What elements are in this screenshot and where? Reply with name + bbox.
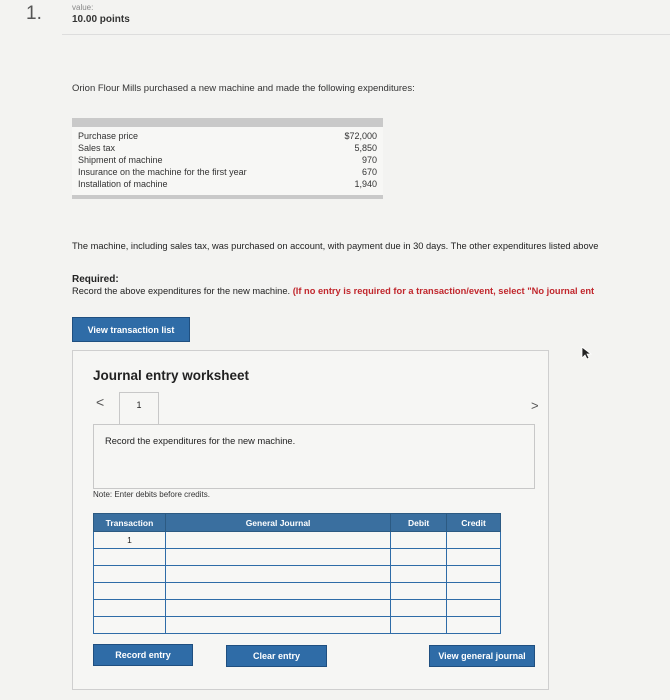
table-row (94, 566, 501, 583)
table-row (94, 549, 501, 566)
tab-entry-1[interactable]: 1 (119, 392, 159, 424)
entry-description: Record the expenditures for the new machine. (105, 436, 296, 446)
debit-cell[interactable] (391, 532, 447, 549)
view-transaction-list-button[interactable]: View transaction list (72, 317, 190, 342)
table-row (94, 532, 501, 549)
credit-cell[interactable] (447, 583, 501, 600)
required-heading: Required: (72, 274, 119, 285)
expenditure-row (72, 166, 383, 178)
journal-entry-worksheet (72, 350, 549, 690)
debit-cell[interactable] (391, 600, 447, 617)
required-note: (If no entry is required for a transaction/event, select "No journal ent (292, 286, 595, 296)
entry-description-box (93, 424, 535, 489)
account-cell[interactable] (165, 549, 390, 566)
chevron-right-icon[interactable]: > (531, 398, 539, 413)
header-general-journal: General Journal (165, 514, 390, 532)
clear-entry-button[interactable]: Clear entry (226, 645, 327, 667)
view-general-journal-button[interactable]: View general journal (429, 645, 535, 667)
table-row (94, 617, 501, 634)
account-cell[interactable] (165, 532, 390, 549)
transaction-cell: 1 (94, 532, 166, 549)
problem-paragraph: The machine, including sales tax, was purchased on account, with payment due in 30 days. The other expenditures listed above (72, 241, 599, 251)
transaction-cell (94, 617, 166, 634)
expenditure-amount: 670 (361, 167, 377, 177)
transaction-cell (94, 583, 166, 600)
expenditure-amount: 5,850 (354, 143, 377, 153)
debit-cell[interactable] (391, 583, 447, 600)
header-debit: Debit (391, 514, 447, 532)
expenditure-label: Sales tax (78, 143, 116, 153)
journal-table (93, 513, 501, 634)
credit-cell[interactable] (447, 617, 501, 634)
account-cell[interactable] (165, 583, 390, 600)
expenditure-label: Shipment of machine (78, 155, 163, 165)
credit-cell[interactable] (447, 600, 501, 617)
expenditure-row (72, 142, 383, 154)
required-instruction: Record the above expenditures for the new machine. (72, 286, 291, 296)
transaction-cell (94, 549, 166, 566)
question-number: 1. (26, 3, 42, 24)
expenditure-row (72, 178, 383, 190)
divider (62, 34, 670, 35)
chevron-left-icon[interactable]: < (96, 394, 105, 410)
expenditure-label: Insurance on the machine for the first year (78, 167, 247, 177)
credit-cell[interactable] (447, 532, 501, 549)
required-text (72, 286, 594, 296)
table-row (94, 600, 501, 617)
points-label: 10.00 points (72, 14, 130, 25)
debit-cell[interactable] (391, 566, 447, 583)
expenditure-row (72, 130, 383, 142)
expenditure-row (72, 154, 383, 166)
expenditure-amount: $72,000 (344, 131, 377, 141)
expenditure-amount: 1,940 (354, 179, 377, 189)
worksheet-note: Note: Enter debits before credits. (93, 490, 210, 499)
intro-text: Orion Flour Mills purchased a new machine and made the following expenditures: (72, 83, 415, 94)
transaction-cell (94, 600, 166, 617)
expenditures-table (72, 118, 383, 199)
expenditure-label: Installation of machine (78, 179, 168, 189)
record-entry-button[interactable]: Record entry (93, 644, 193, 666)
debit-cell[interactable] (391, 617, 447, 634)
credit-cell[interactable] (447, 549, 501, 566)
account-cell[interactable] (165, 617, 390, 634)
account-cell[interactable] (165, 566, 390, 583)
header-credit: Credit (447, 514, 501, 532)
account-cell[interactable] (165, 600, 390, 617)
debit-cell[interactable] (391, 549, 447, 566)
expenditure-amount: 970 (361, 155, 377, 165)
value-label: value: (72, 3, 94, 12)
header-transaction: Transaction (94, 514, 166, 532)
transaction-cell (94, 566, 166, 583)
mouse-cursor-icon (581, 346, 593, 360)
worksheet-title: Journal entry worksheet (93, 368, 250, 383)
credit-cell[interactable] (447, 566, 501, 583)
table-row (94, 583, 501, 600)
expenditure-label: Purchase price (78, 131, 139, 141)
